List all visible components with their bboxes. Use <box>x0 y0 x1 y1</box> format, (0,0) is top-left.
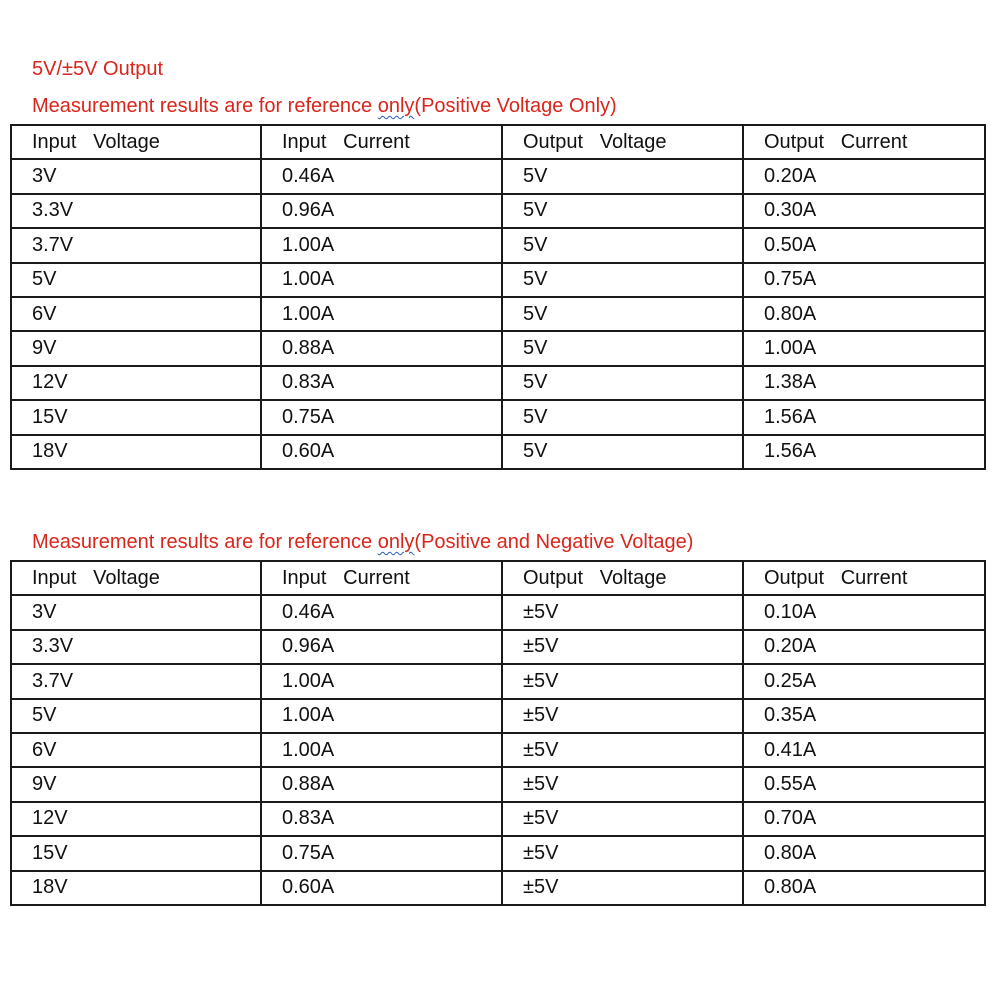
table-row <box>11 767 985 801</box>
table-cell: ±5V <box>502 871 743 905</box>
table-row <box>11 435 985 469</box>
section2-note-lead: Measurement results are for reference <box>32 531 378 553</box>
table-row <box>11 159 985 193</box>
positive-negative-output-table-body <box>11 561 985 905</box>
table-cell: 5V <box>502 435 743 469</box>
table-cell: 1.00A <box>261 733 502 767</box>
table-cell: 0.96A <box>261 194 502 228</box>
table-cell: 0.50A <box>743 228 985 262</box>
table-cell: 5V <box>502 297 743 331</box>
table-cell: 6V <box>11 297 261 331</box>
table-cell: 5V <box>502 366 743 400</box>
table-cell: 0.83A <box>261 802 502 836</box>
section1-note-squiggle-word: only <box>377 95 415 117</box>
table-row <box>11 366 985 400</box>
table-cell: 1.00A <box>261 297 502 331</box>
table-header-cell: Output Voltage <box>502 561 743 595</box>
table-cell: 0.46A <box>261 159 502 193</box>
table-cell: 1.00A <box>261 228 502 262</box>
table-cell: 1.00A <box>743 331 985 365</box>
section1-note-lead: Measurement results are for reference <box>32 95 378 117</box>
table-row <box>11 400 985 434</box>
table-cell: 1.00A <box>261 664 502 698</box>
table-cell: 0.41A <box>743 733 985 767</box>
table-cell: 0.10A <box>743 595 985 629</box>
table-header-cell: Output Current <box>743 561 985 595</box>
table-cell: 5V <box>11 699 261 733</box>
table-cell: 0.80A <box>743 871 985 905</box>
table-cell: 3V <box>11 159 261 193</box>
table-cell: ±5V <box>502 595 743 629</box>
table-cell: 0.55A <box>743 767 985 801</box>
table-row <box>11 871 985 905</box>
table-row <box>11 699 985 733</box>
table-cell: 3.3V <box>11 194 261 228</box>
table-row <box>11 664 985 698</box>
table-cell: 0.35A <box>743 699 985 733</box>
table-cell: 1.00A <box>261 263 502 297</box>
table-cell: ±5V <box>502 630 743 664</box>
table-cell: 0.83A <box>261 366 502 400</box>
table-cell: 0.46A <box>261 595 502 629</box>
table-header-row <box>11 125 985 159</box>
table-cell: 9V <box>11 331 261 365</box>
table-cell: 0.96A <box>261 630 502 664</box>
table-cell: 18V <box>11 871 261 905</box>
table-cell: 0.20A <box>743 159 985 193</box>
table-header-cell: Input Current <box>261 561 502 595</box>
table-row <box>11 263 985 297</box>
table-cell: 0.80A <box>743 836 985 870</box>
section1-note <box>32 95 617 118</box>
section1-note-tail: (Positive Voltage Only) <box>414 95 617 117</box>
table-cell: 0.75A <box>261 836 502 870</box>
table-cell: 0.70A <box>743 802 985 836</box>
table-cell: 0.60A <box>261 871 502 905</box>
section2-note <box>32 531 693 554</box>
table-cell: 0.88A <box>261 767 502 801</box>
table-header-cell: Output Current <box>743 125 985 159</box>
table-cell: 3.7V <box>11 664 261 698</box>
page-title: 5V/±5V Output <box>32 58 164 80</box>
table-cell: 5V <box>502 159 743 193</box>
table-row <box>11 297 985 331</box>
table-row <box>11 595 985 629</box>
table-cell: ±5V <box>502 699 743 733</box>
table-cell: 0.25A <box>743 664 985 698</box>
table-cell: 1.00A <box>261 699 502 733</box>
table-cell: ±5V <box>502 767 743 801</box>
table-cell: 6V <box>11 733 261 767</box>
table-cell: 15V <box>11 836 261 870</box>
table-cell: 0.75A <box>261 400 502 434</box>
section2-note-tail: (Positive and Negative Voltage) <box>414 531 694 553</box>
table-cell: 3.7V <box>11 228 261 262</box>
table-row <box>11 331 985 365</box>
table-cell: ±5V <box>502 733 743 767</box>
table-cell: 5V <box>502 263 743 297</box>
positive-output-table-body <box>11 125 985 469</box>
table-cell: 1.38A <box>743 366 985 400</box>
positive-negative-output-table <box>10 560 986 906</box>
table-cell: 12V <box>11 366 261 400</box>
table-row <box>11 630 985 664</box>
table-cell: 1.56A <box>743 400 985 434</box>
table-header-row <box>11 561 985 595</box>
table-cell: ±5V <box>502 836 743 870</box>
table-row <box>11 733 985 767</box>
table-header-cell: Output Voltage <box>502 125 743 159</box>
table-cell: 5V <box>11 263 261 297</box>
table-cell: 0.75A <box>743 263 985 297</box>
table-row <box>11 836 985 870</box>
table-header-cell: Input Current <box>261 125 502 159</box>
table-cell: 0.20A <box>743 630 985 664</box>
table-row <box>11 228 985 262</box>
table-cell: 0.60A <box>261 435 502 469</box>
table-cell: 5V <box>502 331 743 365</box>
positive-output-table <box>10 124 986 470</box>
table-header-cell: Input Voltage <box>11 125 261 159</box>
table-cell: 5V <box>502 194 743 228</box>
table-cell: 3V <box>11 595 261 629</box>
table-cell: 12V <box>11 802 261 836</box>
table-cell: 5V <box>502 400 743 434</box>
table-cell: 1.56A <box>743 435 985 469</box>
table-row <box>11 194 985 228</box>
table-cell: ±5V <box>502 802 743 836</box>
section2-note-squiggle-word: only <box>377 531 415 553</box>
table-cell: 0.80A <box>743 297 985 331</box>
table-cell: ±5V <box>502 664 743 698</box>
table-cell: 5V <box>502 228 743 262</box>
table-cell: 0.30A <box>743 194 985 228</box>
table-row <box>11 802 985 836</box>
table-cell: 18V <box>11 435 261 469</box>
table-cell: 3.3V <box>11 630 261 664</box>
table-header-cell: Input Voltage <box>11 561 261 595</box>
table-cell: 9V <box>11 767 261 801</box>
table-cell: 0.88A <box>261 331 502 365</box>
table-cell: 15V <box>11 400 261 434</box>
